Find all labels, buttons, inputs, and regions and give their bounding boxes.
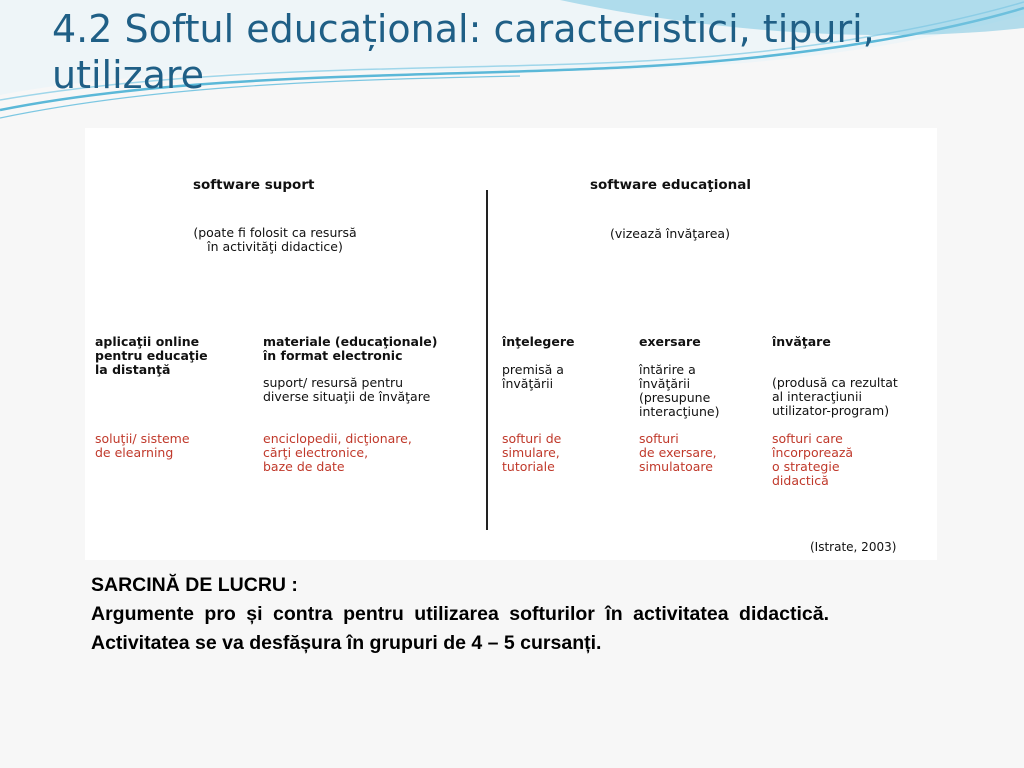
left-heading: software suport [193, 177, 315, 193]
title-line-1: 4.2 Softul educațional: caracteristici, tipuri, [52, 7, 875, 51]
column-examples-materials: enciclopedii, dicţionare, cărţi electronice, baze de date [263, 431, 412, 474]
column-examples-learning: softuri care încorporează o strategie didactică [772, 431, 854, 488]
column-desc-learning: (produsă ca rezultat al interacţiunii utilizator-program) [772, 375, 898, 418]
column-title-materials: materiale (educaţionale) în format electronic [263, 334, 438, 363]
left-description: (poate fi folosit ca resursă în activităţi didactice) [193, 225, 357, 254]
column-title-online-apps: aplicaţii online pentru educaţie la distanţă [95, 334, 208, 377]
column-desc-understanding: premisă a învăţării [502, 362, 564, 391]
column-desc-exercising: întărire a învăţării (presupune interacţiune) [639, 362, 720, 419]
column-examples-online-apps: soluţii/ sisteme de elearning [95, 431, 190, 460]
vertical-divider [486, 190, 488, 530]
task-body: Argumente pro și contra pentru utilizarea softurilor în activitatea didactică. Activitatea se va desfășura în grupuri de 4 – 5 cursanți. [91, 603, 829, 654]
column-title-understanding: înţelegere [502, 334, 575, 349]
column-examples-understanding: softuri de simulare, tutoriale [502, 431, 562, 474]
citation: (Istrate, 2003) [810, 540, 897, 554]
task-heading: SARCINĂ DE LUCRU : [91, 574, 298, 596]
slide-title [52, 6, 972, 98]
task-box [91, 571, 829, 658]
column-title-exercising: exersare [639, 334, 701, 349]
software-classification-diagram [85, 128, 937, 560]
column-title-learning: învăţare [772, 334, 831, 349]
right-description: (vizează învăţarea) [610, 226, 730, 241]
column-desc-materials: suport/ resursă pentru diverse situaţii de învăţare [263, 375, 431, 404]
right-heading: software educaţional [590, 177, 751, 193]
column-examples-exercising: softuri de exersare, simulatoare [639, 431, 717, 474]
title-line-2: utilizare [52, 53, 205, 97]
